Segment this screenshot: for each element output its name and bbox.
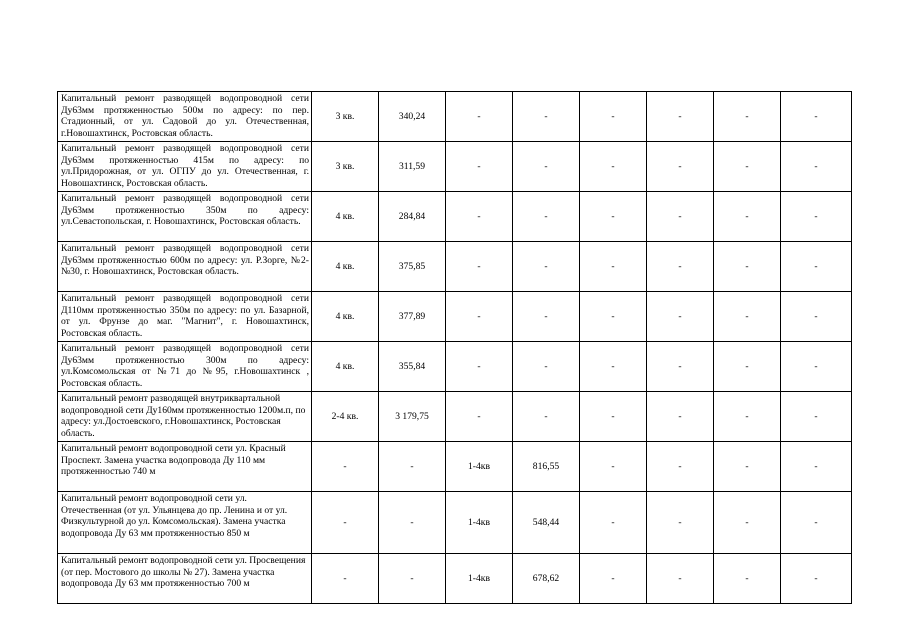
- table-cell-col-6: -: [580, 554, 647, 604]
- work-description-cell: Капитальный ремонт разводящей водопроводной сети Ду63мм протяженностью 600м по адресу: ул. Р.Зорге, №2-№30, г. Новошахтинск, Ростовская область.: [58, 242, 312, 292]
- table-cell-col-2: -: [312, 442, 379, 492]
- table-cell-col-6: -: [580, 292, 647, 342]
- table-row: [58, 92, 852, 142]
- table-cell-col-5: 548,44: [513, 492, 580, 554]
- table-cell-col-3: 340,24: [379, 92, 446, 142]
- table-cell-col-8: -: [714, 492, 781, 554]
- table-cell-col-8: -: [714, 342, 781, 392]
- table-cell-col-4: 1-4кв: [446, 442, 513, 492]
- table-row: [58, 142, 852, 192]
- work-description-cell: Капитальный ремонт разводящей водопроводной сети Д110мм протяженностью 350м по адресу: по ул. Базарной, от ул. Фрунзе до маг. "Магнит", г. Новошахтинск, Ростовская область.: [58, 292, 312, 342]
- table-cell-col-5: -: [513, 142, 580, 192]
- table-cell-col-6: -: [580, 492, 647, 554]
- table-cell-col-6: -: [580, 142, 647, 192]
- table-cell-col-6: -: [580, 442, 647, 492]
- work-description-cell: Капитальный ремонт водопроводной сети ул. Красный Проспект. Замена участка водопровода Ду 110 мм протяженностью 740 м: [58, 442, 312, 492]
- work-description-cell: Капитальный ремонт водопроводной сети ул. Просвещения (от пер. Мостового до школы № 27). Замена участка водопровода Ду 63 мм протяженностью 700 м: [58, 554, 312, 604]
- table-cell-col-9: -: [781, 92, 852, 142]
- work-description-cell: Капитальный ремонт разводящей водопроводной сети Ду63мм протяженностью 300м по адресу: ул.Комсомольская от №71 до №95, г.Новошахтинск , Ростовская область.: [58, 342, 312, 392]
- table-cell-col-3: -: [379, 492, 446, 554]
- table-cell-col-2: 3 кв.: [312, 92, 379, 142]
- table-cell-col-4: -: [446, 292, 513, 342]
- table-cell-col-4: -: [446, 392, 513, 442]
- table-cell-col-2: 4 кв.: [312, 192, 379, 242]
- table-cell-col-7: -: [647, 392, 714, 442]
- work-description-cell: Капитальный ремонт водопроводной сети ул. Отечественная (от ул. Ульянцева до пр. Ленина и от ул. Физкультурной до ул. Комсомольская). Замена участка водопровода Ду 63 мм протяженностью 850 м: [58, 492, 312, 554]
- table-cell-col-8: -: [714, 442, 781, 492]
- table-cell-col-3: 284,84: [379, 192, 446, 242]
- table-cell-col-3: 355,84: [379, 342, 446, 392]
- table-cell-col-4: -: [446, 242, 513, 292]
- table-cell-col-9: -: [781, 554, 852, 604]
- table-cell-col-9: -: [781, 242, 852, 292]
- table-cell-col-8: -: [714, 192, 781, 242]
- table-cell-col-7: -: [647, 292, 714, 342]
- table-cell-col-3: 3 179,75: [379, 392, 446, 442]
- table-cell-col-5: -: [513, 192, 580, 242]
- table-cell-col-3: -: [379, 442, 446, 492]
- table-cell-col-5: 678,62: [513, 554, 580, 604]
- table-cell-col-7: -: [647, 342, 714, 392]
- table-cell-col-6: -: [580, 392, 647, 442]
- table-cell-col-7: -: [647, 242, 714, 292]
- table-cell-col-7: -: [647, 192, 714, 242]
- table-cell-col-7: -: [647, 492, 714, 554]
- table-cell-col-7: -: [647, 442, 714, 492]
- table-cell-col-8: -: [714, 92, 781, 142]
- table-cell-col-3: 375,85: [379, 242, 446, 292]
- table-cell-col-4: -: [446, 342, 513, 392]
- table-cell-col-4: -: [446, 142, 513, 192]
- table-cell-col-4: -: [446, 92, 513, 142]
- table-cell-col-7: -: [647, 554, 714, 604]
- table-row: [58, 242, 852, 292]
- table-cell-col-5: 816,55: [513, 442, 580, 492]
- table-cell-col-6: -: [580, 242, 647, 292]
- table-cell-col-2: 4 кв.: [312, 292, 379, 342]
- table-row: [58, 192, 852, 242]
- table-row: [58, 554, 852, 604]
- table-cell-col-5: -: [513, 342, 580, 392]
- table-cell-col-7: -: [647, 142, 714, 192]
- table-cell-col-2: -: [312, 492, 379, 554]
- table-cell-col-8: -: [714, 292, 781, 342]
- table-cell-col-4: 1-4кв: [446, 492, 513, 554]
- work-description-cell: Капитальный ремонт разводящей внутриквартальной водопроводной сети Ду160мм протяженностью 1200м.п, по адресу: ул.Достоевского, г.Новошахтинск, Ростовская область.: [58, 392, 312, 442]
- table-cell-col-9: -: [781, 442, 852, 492]
- work-description-cell: Капитальный ремонт разводящей водопроводной сети Ду63мм протяженностью 500м по адресу: по пер. Стадионный, от ул. Садовой до ул. Отечественная, г.Новошахтинск, Ростовская область.: [58, 92, 312, 142]
- table-cell-col-3: 377,89: [379, 292, 446, 342]
- work-description-cell: Капитальный ремонт разводящей водопроводной сети Ду63мм протяженностью 415м по адресу: по ул.Придорожная, от ул. ОГПУ до ул. Отечественная, г. Новошахтинск, Ростовская область.: [58, 142, 312, 192]
- table-row: [58, 292, 852, 342]
- table-cell-col-5: -: [513, 292, 580, 342]
- table-body: [58, 92, 852, 604]
- table-cell-col-8: -: [714, 142, 781, 192]
- repair-works-table: [57, 91, 852, 604]
- table-cell-col-4: 1-4кв: [446, 554, 513, 604]
- table-cell-col-9: -: [781, 392, 852, 442]
- table-cell-col-8: -: [714, 242, 781, 292]
- table-cell-col-2: 4 кв.: [312, 242, 379, 292]
- table-row: [58, 442, 852, 492]
- table-cell-col-3: 311,59: [379, 142, 446, 192]
- work-description-cell: Капитальный ремонт разводящей водопроводной сети Ду63мм протяженностью 350м по адресу: ул.Севастопольская, г. Новошахтинск, Ростовская область.: [58, 192, 312, 242]
- table-cell-col-5: -: [513, 92, 580, 142]
- table-cell-col-9: -: [781, 142, 852, 192]
- table-cell-col-3: -: [379, 554, 446, 604]
- table-cell-col-9: -: [781, 192, 852, 242]
- table-cell-col-2: 3 кв.: [312, 142, 379, 192]
- table-cell-col-7: -: [647, 92, 714, 142]
- table-cell-col-9: -: [781, 492, 852, 554]
- table-cell-col-9: -: [781, 292, 852, 342]
- table-cell-col-4: -: [446, 192, 513, 242]
- table-row: [58, 342, 852, 392]
- table-cell-col-8: -: [714, 392, 781, 442]
- table-cell-col-2: -: [312, 554, 379, 604]
- table-cell-col-6: -: [580, 92, 647, 142]
- table-cell-col-6: -: [580, 342, 647, 392]
- table-cell-col-9: -: [781, 342, 852, 392]
- table-cell-col-6: -: [580, 192, 647, 242]
- table-cell-col-8: -: [714, 554, 781, 604]
- table-cell-col-2: 2-4 кв.: [312, 392, 379, 442]
- table-row: [58, 392, 852, 442]
- table-row: [58, 492, 852, 554]
- table-cell-col-2: 4 кв.: [312, 342, 379, 392]
- table-cell-col-5: -: [513, 242, 580, 292]
- table-cell-col-5: -: [513, 392, 580, 442]
